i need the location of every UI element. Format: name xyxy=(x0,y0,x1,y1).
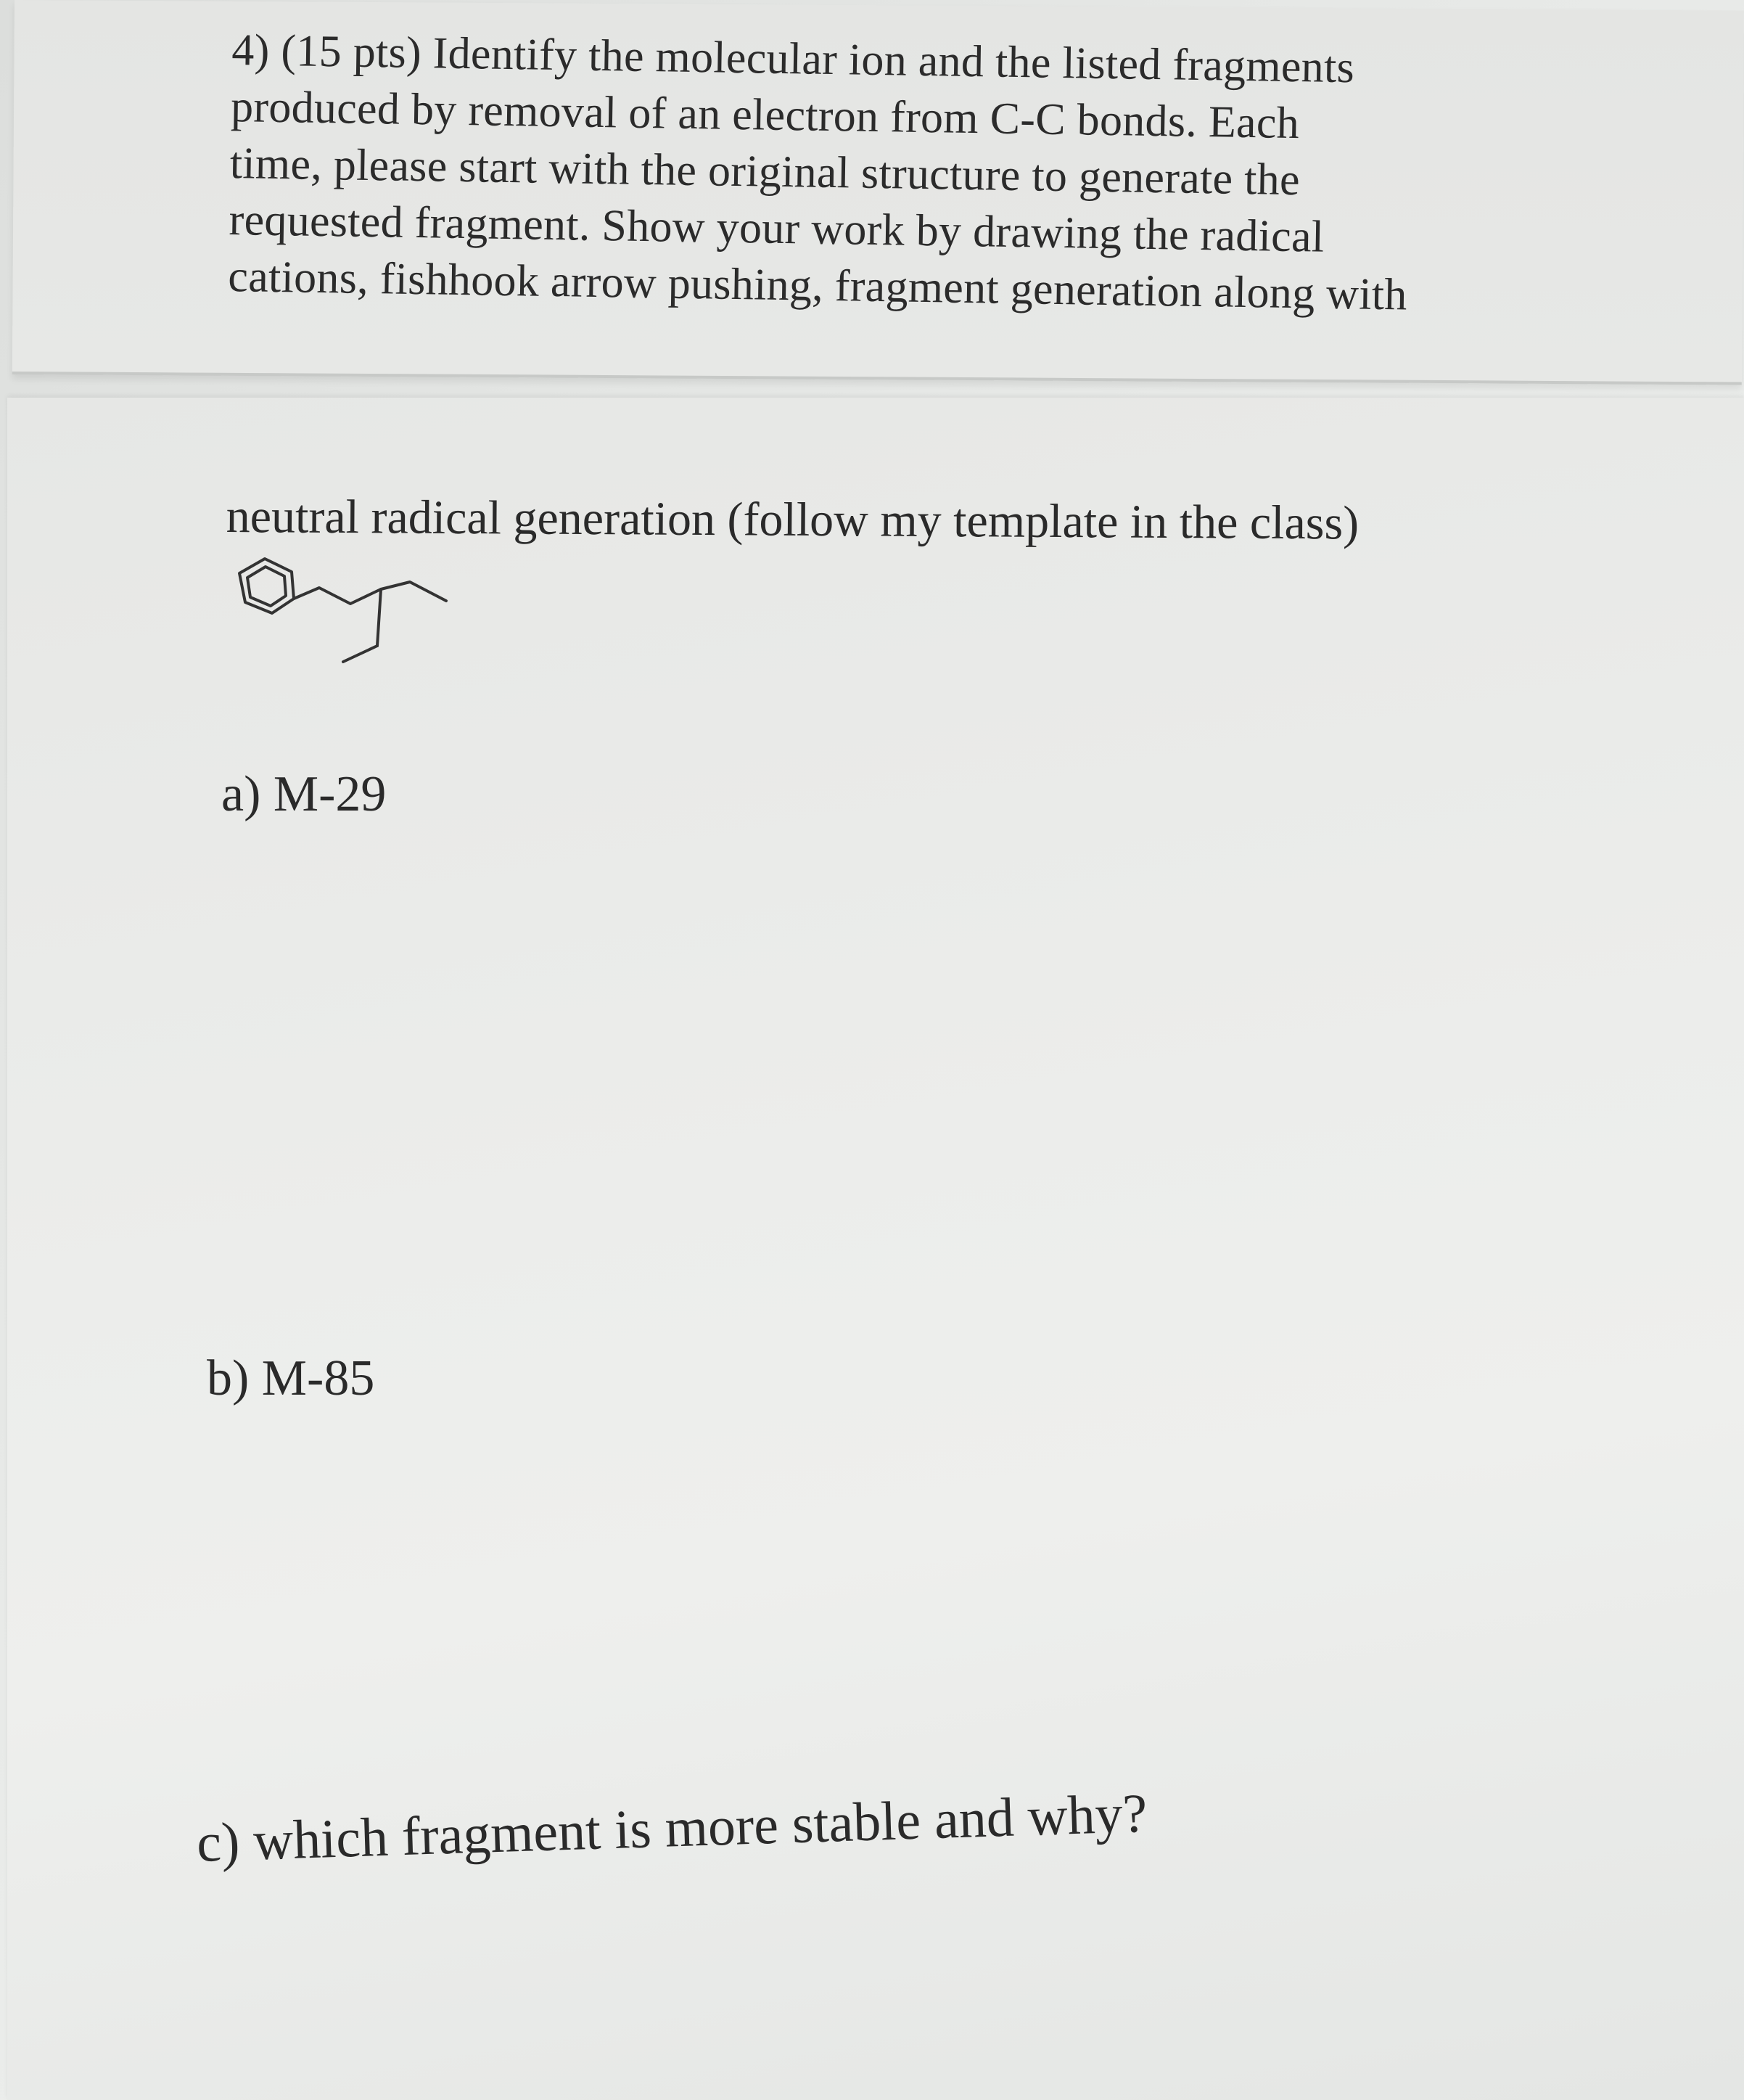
branch-bond xyxy=(377,589,381,646)
part-c-label: c) which fragment is more stable and why? xyxy=(195,1782,1148,1874)
part-b-label: b) M-85 xyxy=(207,1350,375,1406)
part-a-label: a) M-29 xyxy=(221,766,387,822)
branch-methyl-bond xyxy=(343,646,377,662)
question-prompt-continued: neutral radical generation (follow my template in the class) xyxy=(226,489,1360,550)
question-prompt: 4) (15 pts) Identify the molecular ion and the listed fragments produced by removal of an electron from C-C bonds. Each time, please start with the original structure to generate the requested fragment. Show your work by drawing the radical cations, fishhook arrow pushing, fragment generation along with xyxy=(227,25,1408,320)
alkyl-chain xyxy=(294,582,446,604)
molecule-structure xyxy=(221,551,511,704)
benzene-inner-ring xyxy=(247,567,286,606)
